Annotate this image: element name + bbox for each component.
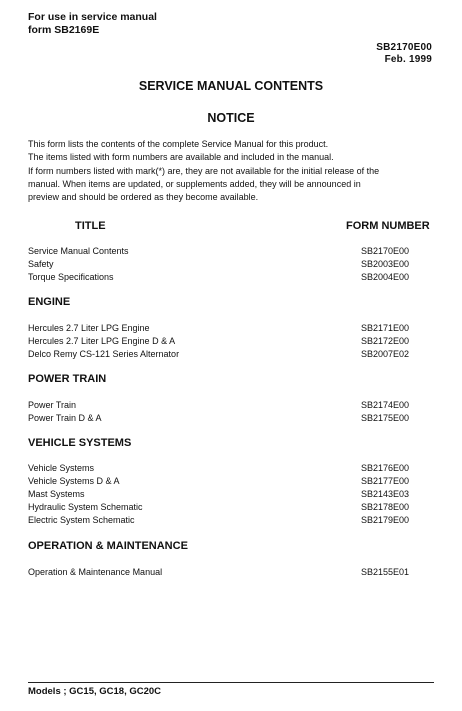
notice-heading: NOTICE <box>207 111 255 125</box>
list-item <box>28 566 418 579</box>
form-number-column-header: FORM NUMBER <box>346 220 430 232</box>
list-item <box>28 258 418 271</box>
document-date: Feb. 1999 <box>384 54 432 65</box>
item-form-number: SB2179E00 <box>361 515 410 525</box>
section-heading-power-train: POWER TRAIN <box>28 373 107 385</box>
item-form-number: SB2175E00 <box>361 413 410 423</box>
notice-line: If form numbers listed with mark(*) are, they are not available for the initial release of the <box>28 165 380 176</box>
page-title: SERVICE MANUAL CONTENTS <box>138 79 324 93</box>
list-item <box>28 475 418 488</box>
section-heading-engine: ENGINE <box>28 296 71 308</box>
notice-body <box>28 138 448 204</box>
item-form-number: SB2143E03 <box>361 489 410 499</box>
item-form-number: SB2171E00 <box>361 323 410 333</box>
item-form-number: SB2003E00 <box>361 259 410 269</box>
item-form-number: SB2172E00 <box>361 336 410 346</box>
list-item <box>28 348 418 361</box>
document-code: SB2170E00 <box>376 42 432 53</box>
footer-divider <box>28 682 434 683</box>
item-title: Hercules 2.7 Liter LPG Engine D & A <box>28 336 176 346</box>
notice-line: This form lists the contents of the complete Service Manual for this product. <box>28 139 329 149</box>
notice-line: The items listed with form numbers are available and included in the manual. <box>28 152 334 163</box>
use-line-2: form SB2169E <box>28 23 100 36</box>
item-title: Vehicle Systems <box>28 463 95 473</box>
notice-line: preview and should be ordered as they become available. <box>28 192 259 203</box>
item-title: Electric System Schematic <box>28 515 135 525</box>
list-item <box>28 399 418 412</box>
section-heading-vehicle-systems: VEHICLE SYSTEMS <box>28 437 132 449</box>
item-title: Hydraulic System Schematic <box>28 502 143 512</box>
item-form-number: SB2177E00 <box>361 476 410 486</box>
item-title: Hercules 2.7 Liter LPG Engine <box>28 323 150 333</box>
item-title: Vehicle Systems D & A <box>28 476 120 486</box>
item-title: Power Train <box>28 400 77 410</box>
list-item <box>28 514 418 527</box>
item-title: Mast Systems <box>28 489 85 499</box>
item-title: Delco Remy CS-121 Series Alternator <box>28 349 180 359</box>
service-manual-reference <box>28 11 157 36</box>
item-form-number: SB2176E00 <box>361 463 410 473</box>
list-item <box>28 271 418 284</box>
item-form-number: SB2155E01 <box>361 567 410 577</box>
item-form-number: SB2004E00 <box>361 272 410 282</box>
document-code-block <box>376 42 432 66</box>
models-line: Models ; GC15, GC18, GC20C <box>28 686 162 697</box>
item-title: Service Manual Contents <box>28 246 129 256</box>
list-item <box>28 462 418 475</box>
use-line-1: For use in service manual <box>28 11 157 23</box>
list-item <box>28 322 418 335</box>
item-title: Power Train D & A <box>28 413 102 423</box>
list-item <box>28 245 418 258</box>
item-form-number: SB2170E00 <box>361 246 410 256</box>
item-title: Safety <box>28 259 54 269</box>
title-column-header: TITLE <box>75 220 106 232</box>
notice-line: manual. When items are updated, or supplements added, they will be announced in <box>28 178 361 189</box>
list-item <box>28 501 418 514</box>
list-item <box>28 488 418 501</box>
item-title: Operation & Maintenance Manual <box>28 567 163 577</box>
section-heading-operation-maintenance: OPERATION & MAINTENANCE <box>28 540 188 552</box>
item-form-number: SB2174E00 <box>361 400 410 410</box>
list-item <box>28 412 418 425</box>
list-item <box>28 335 418 348</box>
item-title: Torque Specifications <box>28 272 114 282</box>
item-form-number: SB2007E02 <box>361 349 410 359</box>
item-form-number: SB2178E00 <box>361 502 410 512</box>
